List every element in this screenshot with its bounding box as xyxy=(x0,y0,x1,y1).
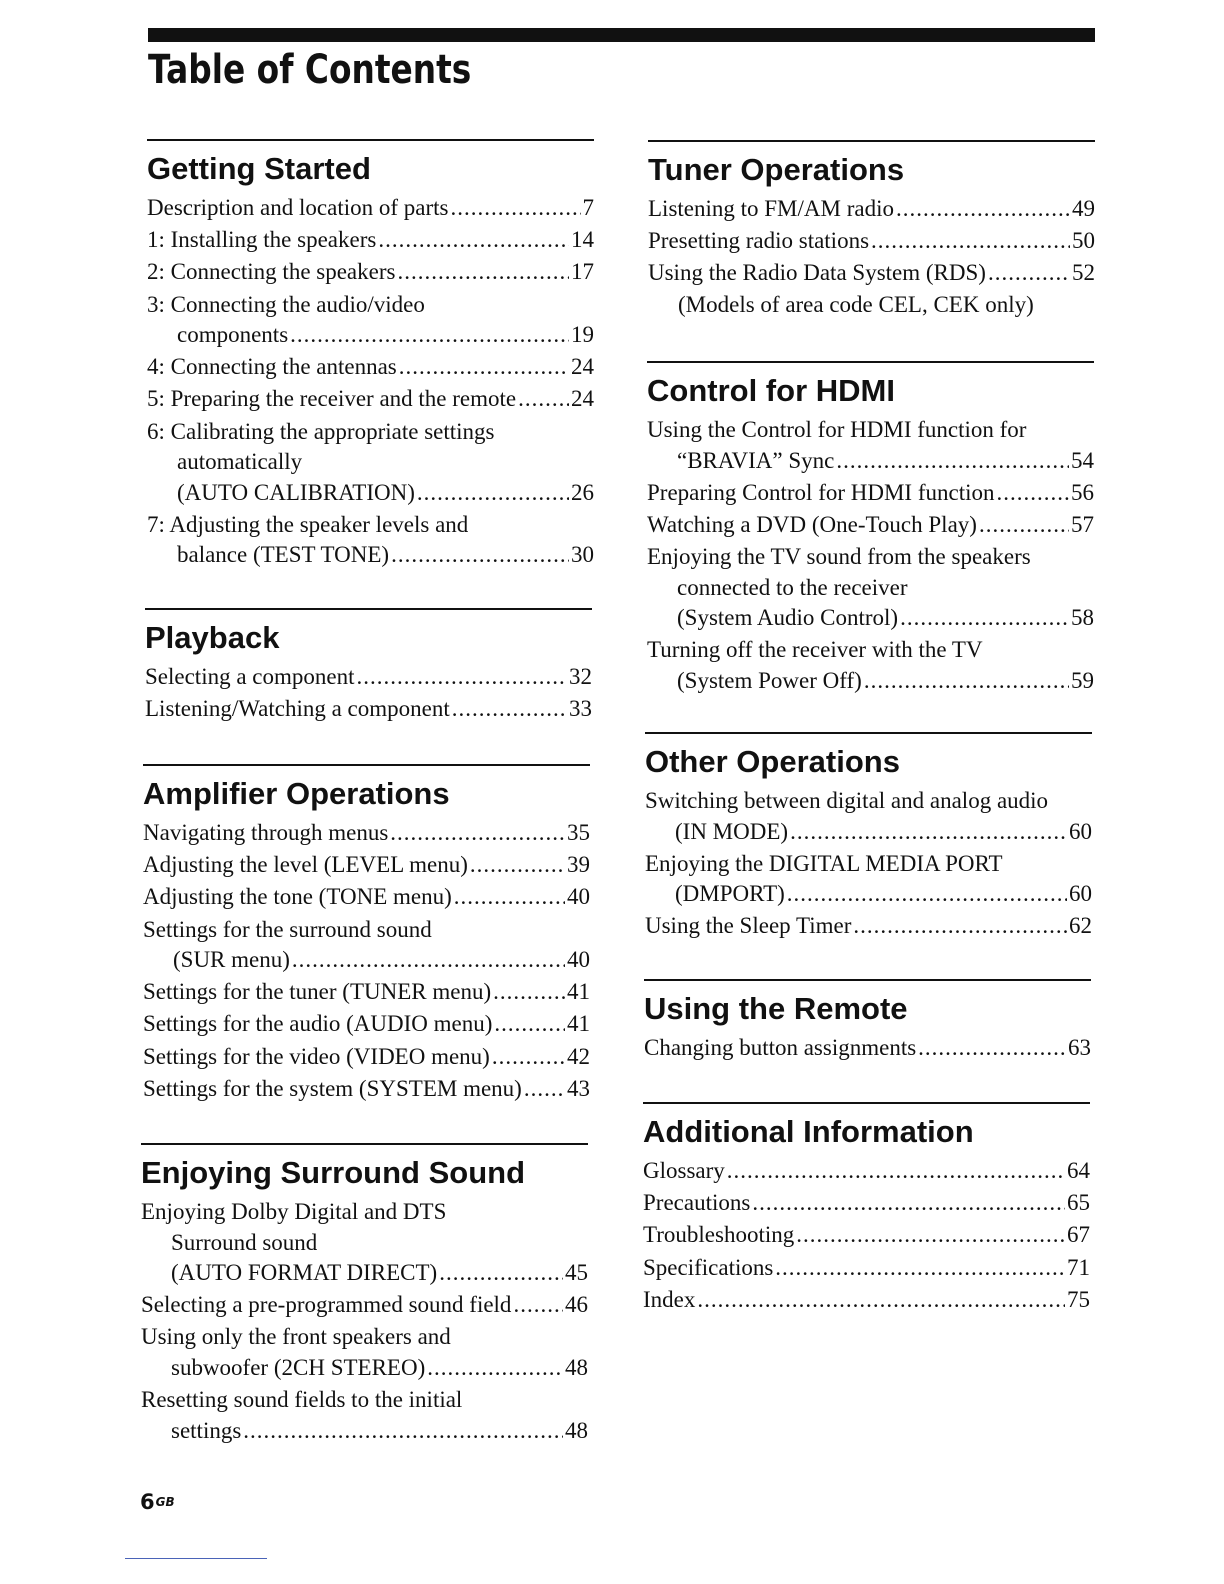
toc-entry-line xyxy=(141,1258,588,1289)
dot-leader xyxy=(518,384,569,415)
toc-entry-list xyxy=(645,786,1092,942)
dot-leader xyxy=(450,193,580,224)
toc-entry[interactable] xyxy=(648,258,1095,289)
toc-entry-line xyxy=(143,945,590,976)
toc-page-number: 50 xyxy=(1072,228,1095,254)
toc-entry-line xyxy=(648,194,1095,225)
toc-entry-line xyxy=(141,1290,588,1321)
toc-page-number: 75 xyxy=(1067,1286,1090,1312)
toc-entry-list xyxy=(141,1197,588,1446)
toc-page-number: 62 xyxy=(1069,913,1092,939)
dot-leader xyxy=(427,1353,563,1384)
toc-entry-line xyxy=(645,879,1092,910)
toc-entry-text: Settings for the surround sound xyxy=(143,916,432,942)
toc-entry[interactable] xyxy=(143,818,590,849)
toc-entry-line xyxy=(141,1416,588,1447)
dot-leader xyxy=(243,1416,563,1447)
toc-entry-line xyxy=(648,258,1095,289)
dot-leader xyxy=(399,352,569,383)
toc-page-number: 40 xyxy=(567,884,590,910)
toc-entry-list xyxy=(648,194,1095,320)
toc-entry[interactable] xyxy=(141,1322,588,1383)
toc-entry[interactable] xyxy=(644,1033,1091,1064)
toc-entry-line xyxy=(141,1353,588,1384)
toc-page-number: 45 xyxy=(565,1260,588,1285)
toc-entry-line xyxy=(644,1033,1091,1064)
toc-page-number: 56 xyxy=(1071,479,1094,505)
dot-leader xyxy=(697,1285,1065,1316)
section-title: Control for HDMI xyxy=(647,373,895,408)
toc-page-number: 17 xyxy=(571,259,594,285)
toc-entry-text: Adjusting the tone (TONE menu) xyxy=(143,884,452,910)
toc-entry-line xyxy=(143,1074,590,1105)
toc-entry[interactable] xyxy=(647,542,1094,634)
toc-page-number: 14 xyxy=(571,227,594,253)
toc-entry[interactable] xyxy=(143,850,590,881)
toc-entry[interactable] xyxy=(145,694,592,725)
toc-entry-line xyxy=(143,850,590,881)
toc-entry-line xyxy=(147,257,594,288)
section-playback xyxy=(145,608,592,725)
toc-entry[interactable] xyxy=(645,911,1092,942)
dot-leader xyxy=(378,225,569,256)
toc-entry-line xyxy=(147,384,594,415)
toc-entry[interactable] xyxy=(147,352,594,383)
section-enjoying-surround-sound xyxy=(141,1143,588,1446)
toc-entry-text: Changing button assignments xyxy=(644,1035,917,1060)
toc-entry[interactable] xyxy=(143,915,590,976)
section-title: Enjoying Surround Sound xyxy=(141,1155,526,1190)
toc-entry-text: Using the Radio Data System (RDS) xyxy=(648,260,986,286)
dot-leader xyxy=(997,478,1070,509)
toc-entry-text: 7: Adjusting the speaker levels and xyxy=(147,511,469,537)
toc-entry-line xyxy=(647,510,1094,541)
toc-entry-line xyxy=(147,225,594,256)
toc-entry-text: Switching between digital and analog audio xyxy=(645,788,1049,813)
toc-entry[interactable] xyxy=(145,662,592,693)
title-bar xyxy=(148,28,1095,42)
toc-entry-text: (IN MODE) xyxy=(675,818,789,844)
dot-leader xyxy=(292,945,565,976)
toc-entry-list xyxy=(647,415,1094,696)
toc-entry-text: connected to the receiver xyxy=(677,574,908,600)
toc-entry-text: Enjoying Dolby Digital and DTS xyxy=(141,1199,447,1224)
toc-entry-line xyxy=(147,193,594,224)
toc-entry[interactable] xyxy=(643,1156,1090,1187)
toc-entry-line xyxy=(143,1009,590,1040)
toc-entry-line xyxy=(143,977,590,1008)
toc-entry[interactable] xyxy=(147,510,594,571)
dot-leader xyxy=(871,226,1070,257)
toc-entry-line xyxy=(643,1156,1090,1187)
toc-entry-line xyxy=(143,818,590,849)
toc-entry-text: Precautions xyxy=(643,1190,751,1216)
toc-entry-text: Resetting sound fields to the initial xyxy=(141,1387,463,1413)
toc-page-number: 24 xyxy=(571,354,594,380)
toc-entry-text: “BRAVIA” Sync xyxy=(677,447,835,473)
section-title: Getting Started xyxy=(147,151,371,186)
toc-entry-text: Settings for the tuner (TUNER menu) xyxy=(143,979,492,1005)
toc-entry[interactable] xyxy=(143,1009,590,1040)
toc-entry[interactable] xyxy=(647,635,1094,696)
dot-leader xyxy=(727,1156,1065,1187)
toc-page-number: 19 xyxy=(571,322,594,348)
toc-entry[interactable] xyxy=(647,415,1094,476)
toc-page-number: 46 xyxy=(565,1292,588,1318)
toc-entry-text: 5: Preparing the receiver and the remote xyxy=(147,386,517,412)
dot-leader xyxy=(454,882,565,913)
toc-page-number: 49 xyxy=(1072,196,1095,221)
footer-link-underline xyxy=(125,1558,267,1559)
toc-entry-line xyxy=(643,1188,1090,1219)
section-other-operations xyxy=(645,732,1092,942)
toc-page-number: 43 xyxy=(567,1075,590,1101)
section-title: Amplifier Operations xyxy=(143,776,450,811)
toc-entry-line xyxy=(647,478,1094,509)
toc-entry-line xyxy=(143,882,590,913)
section-title: Using the Remote xyxy=(644,991,908,1026)
toc-entry-line xyxy=(648,226,1095,257)
page-number xyxy=(140,1490,175,1514)
toc-entry-line xyxy=(147,478,594,509)
toc-entry-list xyxy=(147,193,594,571)
toc-entry[interactable] xyxy=(143,1042,590,1073)
toc-entry[interactable] xyxy=(141,1197,588,1289)
toc-page-number: 63 xyxy=(1068,1035,1091,1060)
toc-entry-text: Using the Control for HDMI function for xyxy=(647,417,1027,442)
toc-entry-text: (AUTO CALIBRATION) xyxy=(177,479,415,505)
toc-page-number: 60 xyxy=(1069,818,1092,844)
section-tuner-operations xyxy=(648,140,1095,320)
toc-page-number: 57 xyxy=(1071,511,1094,537)
dot-leader xyxy=(357,662,568,693)
toc-entry-note: (Models of area code CEL, CEK only) xyxy=(678,291,1034,317)
toc-page-number: 71 xyxy=(1067,1254,1090,1280)
toc-entry-text: settings xyxy=(171,1417,242,1443)
dot-leader xyxy=(493,977,565,1008)
toc-entry-text: Enjoying the DIGITAL MEDIA PORT xyxy=(645,850,1003,876)
toc-entry-line xyxy=(645,817,1092,848)
toc-entry[interactable] xyxy=(147,225,594,256)
section-using-the-remote xyxy=(644,979,1091,1064)
toc-entry[interactable] xyxy=(643,1253,1090,1284)
toc-entry[interactable] xyxy=(647,478,1094,509)
toc-entry-text: Troubleshooting xyxy=(643,1222,795,1248)
toc-page-number: 42 xyxy=(567,1043,590,1069)
dot-leader xyxy=(836,446,1069,477)
toc-entry-text: Settings for the video (VIDEO menu) xyxy=(143,1043,490,1069)
page-title: Table of Contents xyxy=(148,47,472,93)
toc-entry-text: Adjusting the level (LEVEL menu) xyxy=(143,852,468,878)
toc-entry-list xyxy=(145,662,592,725)
toc-page-number: 65 xyxy=(1067,1190,1090,1216)
section-title: Playback xyxy=(145,620,280,655)
toc-page-number: 40 xyxy=(567,947,590,973)
toc-entry-line xyxy=(145,662,592,693)
toc-entry-text: Turning off the receiver with the TV xyxy=(647,637,983,663)
dot-leader xyxy=(417,478,569,509)
toc-page-number: 41 xyxy=(567,1011,590,1037)
toc-entry-text: (System Power Off) xyxy=(677,667,862,693)
dot-leader xyxy=(494,1009,565,1040)
toc-entry-text: Using only the front speakers and xyxy=(141,1324,451,1350)
toc-entry[interactable] xyxy=(143,882,590,913)
dot-leader xyxy=(896,194,1070,225)
dot-leader xyxy=(513,1290,563,1321)
toc-entry-text: (DMPORT) xyxy=(675,881,785,907)
toc-entry[interactable] xyxy=(643,1285,1090,1316)
toc-entry[interactable] xyxy=(147,290,594,351)
toc-entry-line xyxy=(145,694,592,725)
toc-entry-text: Settings for the audio (AUDIO menu) xyxy=(143,1011,493,1037)
section-title: Other Operations xyxy=(645,744,900,779)
dot-leader xyxy=(775,1253,1065,1284)
toc-entry-line xyxy=(147,352,594,383)
dot-leader xyxy=(979,510,1069,541)
page-number-value: 6 xyxy=(140,1490,155,1514)
dot-leader xyxy=(853,911,1067,942)
dot-leader xyxy=(439,1258,563,1289)
toc-entry-line xyxy=(647,446,1094,477)
toc-entry-text: Surround sound xyxy=(171,1229,318,1255)
dot-leader xyxy=(787,879,1067,910)
toc-entry xyxy=(648,290,1095,321)
toc-entry-text: Selecting a pre-programmed sound field xyxy=(141,1292,512,1318)
toc-entry-text: Specifications xyxy=(643,1254,774,1280)
toc-entry-text: 2: Connecting the speakers xyxy=(147,259,396,285)
toc-entry-text: Presetting radio stations xyxy=(648,228,870,254)
toc-entry-text: 4: Connecting the antennas xyxy=(147,354,397,380)
toc-entry-text: balance (TEST TONE) xyxy=(177,542,390,568)
toc-entry[interactable] xyxy=(147,417,594,509)
toc-entry-text: 6: Calibrating the appropriate settings xyxy=(147,418,495,444)
dot-leader xyxy=(864,666,1069,697)
toc-entry[interactable] xyxy=(647,510,1094,541)
toc-entry[interactable] xyxy=(143,977,590,1008)
toc-entry[interactable] xyxy=(643,1220,1090,1251)
dot-leader xyxy=(492,1042,565,1073)
dot-leader xyxy=(390,818,565,849)
toc-entry-text: Navigating through menus xyxy=(143,820,389,845)
toc-entry-list xyxy=(143,818,590,1104)
toc-entry-text: 3: Connecting the audio/video xyxy=(147,291,425,317)
toc-page-number: 24 xyxy=(571,386,594,412)
dot-leader xyxy=(918,1033,1066,1064)
toc-entry-text: Index xyxy=(643,1286,696,1312)
dot-leader xyxy=(796,1220,1065,1251)
dot-leader xyxy=(391,540,569,571)
toc-entry-text: Listening/Watching a component xyxy=(145,696,450,722)
section-title: Tuner Operations xyxy=(648,152,905,187)
dot-leader xyxy=(524,1074,565,1105)
toc-entry[interactable] xyxy=(147,193,594,224)
dot-leader xyxy=(752,1188,1065,1219)
toc-entry[interactable] xyxy=(147,384,594,415)
toc-page-number: 35 xyxy=(567,820,590,845)
toc-entry-line xyxy=(147,540,594,571)
toc-page-number: 60 xyxy=(1069,881,1092,907)
toc-entry[interactable] xyxy=(147,257,594,288)
toc-page-number: 48 xyxy=(565,1354,588,1380)
toc-page-number: 67 xyxy=(1067,1222,1090,1248)
toc-entry-text: components xyxy=(177,322,289,348)
toc-page-number: 30 xyxy=(571,542,594,568)
toc-entry-line xyxy=(143,1042,590,1073)
dot-leader xyxy=(900,603,1069,634)
section-control-for-hdmi xyxy=(647,361,1094,696)
toc-page-number: 26 xyxy=(571,479,594,505)
toc-page-number: 64 xyxy=(1067,1158,1090,1183)
toc-page-number: 48 xyxy=(565,1417,588,1443)
toc-entry-text: Enjoying the TV sound from the speakers xyxy=(647,544,1031,570)
toc-entry-text: Watching a DVD (One-Touch Play) xyxy=(647,511,977,537)
toc-entry[interactable] xyxy=(643,1188,1090,1219)
toc-entry-text: 1: Installing the speakers xyxy=(147,227,377,253)
toc-entry-line xyxy=(643,1285,1090,1316)
section-title: Additional Information xyxy=(643,1114,974,1149)
dot-leader xyxy=(790,817,1067,848)
toc-entry[interactable] xyxy=(143,1074,590,1105)
toc-entry-text: Listening to FM/AM radio xyxy=(648,196,894,221)
toc-entry-line xyxy=(647,666,1094,697)
toc-entry[interactable] xyxy=(645,786,1092,847)
dot-leader xyxy=(988,258,1070,289)
toc-entry[interactable] xyxy=(141,1385,588,1446)
toc-entry-list xyxy=(643,1156,1090,1315)
page-number-suffix: GB xyxy=(155,1495,175,1509)
toc-entry-text: Settings for the system (SYSTEM menu) xyxy=(143,1075,522,1101)
dot-leader xyxy=(290,320,569,351)
section-additional-information xyxy=(643,1102,1090,1315)
toc-entry-list xyxy=(644,1033,1091,1064)
toc-page-number: 59 xyxy=(1071,667,1094,693)
toc-entry-text: (AUTO FORMAT DIRECT) xyxy=(171,1260,438,1285)
dot-leader xyxy=(470,850,565,881)
toc-page-number: 52 xyxy=(1072,260,1095,286)
toc-entry-text: (System Audio Control) xyxy=(677,605,899,631)
toc-entry[interactable] xyxy=(648,194,1095,225)
toc-page-number: 32 xyxy=(569,664,592,689)
toc-entry-line xyxy=(147,320,594,351)
toc-entry-text: Using the Sleep Timer xyxy=(645,913,852,939)
toc-entry-line xyxy=(643,1220,1090,1251)
toc-entry-text: Selecting a component xyxy=(145,664,355,689)
toc-page-number: 33 xyxy=(569,696,592,722)
toc-entry[interactable] xyxy=(645,849,1092,910)
toc-entry-line xyxy=(647,603,1094,634)
toc-page-number: 41 xyxy=(567,979,590,1005)
toc-entry[interactable] xyxy=(648,226,1095,257)
dot-leader xyxy=(397,257,569,288)
toc-page-number: 39 xyxy=(567,852,590,878)
section-getting-started xyxy=(147,139,594,571)
toc-entry-line xyxy=(643,1253,1090,1284)
toc-entry-line xyxy=(645,911,1092,942)
toc-page-number: 7 xyxy=(582,195,594,220)
toc-entry-text: Description and location of parts xyxy=(147,195,449,220)
dot-leader xyxy=(452,694,567,725)
toc-entry-text: (SUR menu) xyxy=(173,947,290,973)
toc-page-number: 54 xyxy=(1071,447,1094,473)
toc-entry-text: Glossary xyxy=(643,1158,725,1183)
section-amplifier-operations xyxy=(143,764,590,1104)
toc-entry[interactable] xyxy=(141,1290,588,1321)
toc-entry-text: Preparing Control for HDMI function xyxy=(647,479,995,505)
toc-entry-text: automatically xyxy=(177,449,303,475)
toc-page-number: 58 xyxy=(1071,605,1094,631)
toc-entry-text: subwoofer (2CH STEREO) xyxy=(171,1354,426,1380)
